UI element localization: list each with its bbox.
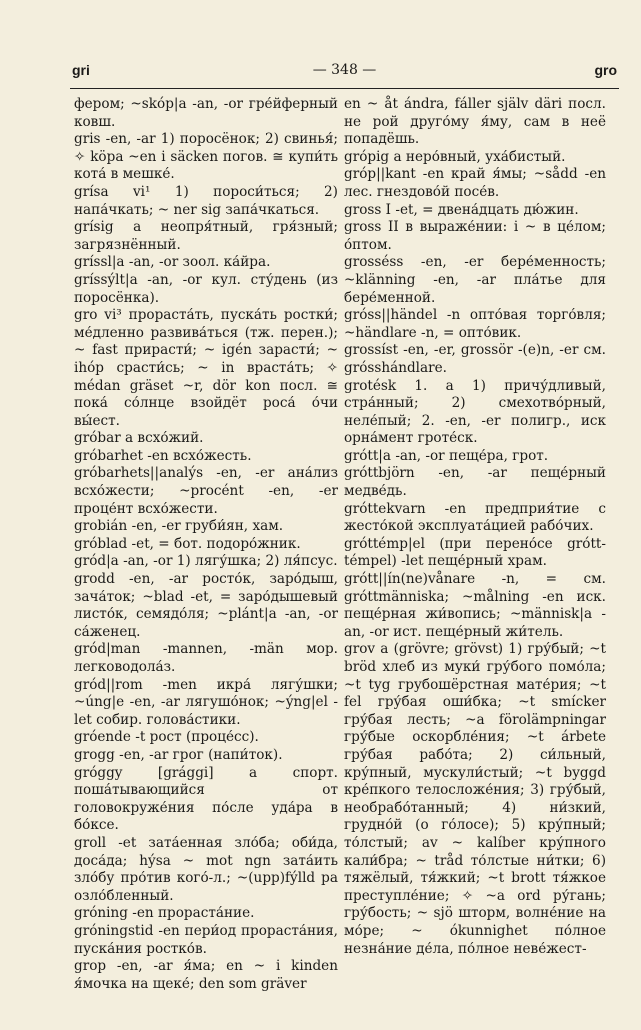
entry: gróttbjörn -en, -ar пеще́рный медве́дь.	[344, 465, 606, 500]
entry: gróbar a всхо́жий.	[74, 430, 204, 447]
entry: фером; ~skóp|a -an, -or гре́йферный ковш.	[74, 96, 338, 130]
entry: gróende -t рост (проце́сс).	[74, 729, 259, 746]
entry: grodd -en, -ar росто́к, заро́дыш, зача́ток; ~blad -et, = заро́дышевый листо́к, семядо́ля; ~plánt|a -an, -or са́женец.	[74, 571, 338, 640]
running-header	[72, 62, 617, 84]
entry: gríssl|a -an, -or зоол. ка́йра.	[74, 254, 271, 271]
entry: gro vi³ прораста́ть, пуска́ть ростки́; ме́дленно развива́ться (тж. перен.); ~ fast прирасти́; ~ igén зарасти́; ~ ihóp срасти́сь; ~ in враста́ть; ✧ médan gräset ~r, dör kon посл. ≅ пока́ со́лнце взойдёт роса́ о́чи вы́ест.	[74, 307, 338, 429]
entry: gród|a -an, -or 1) лягу́шка; 2) ля́псус.	[74, 553, 338, 570]
entry: grótt||ín(ne)vånare -n, = см. gróttmänniska; ~målning -en иск. пеще́рная жи́вопись; ~människ|a -an, -or ист. пеще́рный жи́тель.	[344, 571, 606, 640]
entry: grísa vi¹ 1) пороси́ться; 2) напа́чкать; ~ ner sig запа́чкаться.	[74, 183, 338, 218]
entry: grísig a неопря́тный, гря́зный; загрязнённый.	[74, 219, 338, 253]
entry: grosséss -en, -er бере́менность; ~klänning -en, -ar пла́тье для бере́менной.	[344, 254, 606, 306]
entry: gross II в выраже́нии: i ~ в це́лом; о́птом.	[344, 219, 606, 253]
entry: gród||rom -men икра́ лягу́шки; ~úng|e -en, -ar лягушо́нок; ~ýng|el -let собир. голова́стики.	[74, 676, 338, 728]
entry: gróbarhet -en всхо́жесть.	[74, 447, 252, 464]
entry: gris -en, -ar 1) поросёнок; 2) свинья́; ✧ köpa ~en i säcken погов. ≅ купи́ть кота́ в мешке́.	[74, 131, 338, 183]
entry: en ~ åt ándra, fáller själv däri посл. не рой друго́му я́му, сам в неё попадёшь.	[344, 96, 606, 148]
header-last-word: gro	[594, 62, 617, 78]
entry: grotésk 1. a 1) причу́дливый, стра́нный; 2) смехотво́рный, неле́пый; 2. -en, -er полигр., иск орна́мент гроте́ск.	[344, 377, 606, 447]
header-first-word: gri	[72, 62, 90, 78]
entry: gróttémp|el (при перено́се grótt-témpel) -let пеще́рный храм.	[344, 535, 606, 570]
entry: grópig a неро́вный, уха́бистый.	[344, 148, 566, 165]
entry: grogg -en, -ar грог (напи́ток).	[74, 746, 283, 763]
left-column	[74, 96, 338, 993]
entry: gróning -en прораста́ние.	[74, 905, 255, 922]
header-rule	[70, 88, 619, 89]
entry: gross I -et, = двена́дцать дю́жин.	[344, 201, 579, 218]
entry: grop -en, -ar я́ма; en ~ i kinden я́мочка на щеке́; den som gräver	[74, 958, 338, 992]
entry: gróblad -et, = бот. подоро́жник.	[74, 535, 301, 552]
entry: gróbarhets||analýs -en, -er ана́лиз всхо́жести; ~procént -en, -er проце́нт всхо́жести.	[74, 465, 338, 517]
entry: gród|man -mannen, -män мор. легководола́з.	[74, 641, 338, 675]
entry: gróss||händel -n опто́вая торго́вля; ~händlare -n, = опто́вик.	[344, 307, 606, 341]
entry: grótt|a -an, -or пеще́ра, грот.	[344, 447, 549, 464]
entry: grov a (grövre; grövst) 1) гру́бый; ~t bröd хлеб из муки́ гру́бого помо́ла; ~t tyg грубошёрстная мате́рия; ~t fel гру́бая оши́бка; ~t smícker гру́бая лесть; ~a förolämpningar гру́бые оскорбле́ния; ~t árbete гру́бая рабо́та; 2) си́льный, кру́пный, мускули́стый; ~t byggd кре́пкого телосложе́ния; 3) гру́бый, необрабо́танный; 4) ни́зкий, грудно́й (о го́лосе); 5) кру́пный; то́лстый; av ~ kalíber кру́пного кали́бра; ~ tråd то́лстые ни́тки; 6) тяжёлый, тя́жкий; ~t brott тя́жкое преступле́ние; ✧ ~a ord ру́гань; гру́бость; ~ sjö шторм, волне́ние на мо́ре; ~ ókunnighet по́лное незна́ние де́ла, по́лное неве́жест-	[344, 641, 606, 957]
entry: gríssýlt|a -an, -or кул. сту́день (из поросёнка).	[74, 271, 338, 306]
entry: gróningstid -en пери́од прораста́ния, пуска́ния ростко́в.	[74, 922, 338, 957]
entry: groll -et зата́енная зло́ба; оби́да, доса́да; hýsa ~ mot ngn зата́ить зло́бу про́тив кого́-л.; ~(upp)fýlld pa озло́бленный.	[74, 834, 338, 904]
entry: grobián -en, -er груби́ян, хам.	[74, 518, 284, 535]
entry: gróp||kant -en край я́мы; ~sådd -en лес. гнездово́й посе́в.	[344, 166, 606, 200]
page-number: — 348 —	[312, 62, 377, 78]
entry: grossíst -en, -er, grossör -(e)n, -er см. grósshándlare.	[344, 342, 606, 376]
entry: gróttekvarn -en предприя́тие с жесто́кой эксплуата́цией рабо́чих.	[344, 500, 606, 535]
entry: gróggy [grággi] a спорт. поша́тывающийся от головокруже́ния по́сле уда́ра в бо́ксе.	[74, 764, 338, 834]
right-column	[344, 96, 606, 958]
